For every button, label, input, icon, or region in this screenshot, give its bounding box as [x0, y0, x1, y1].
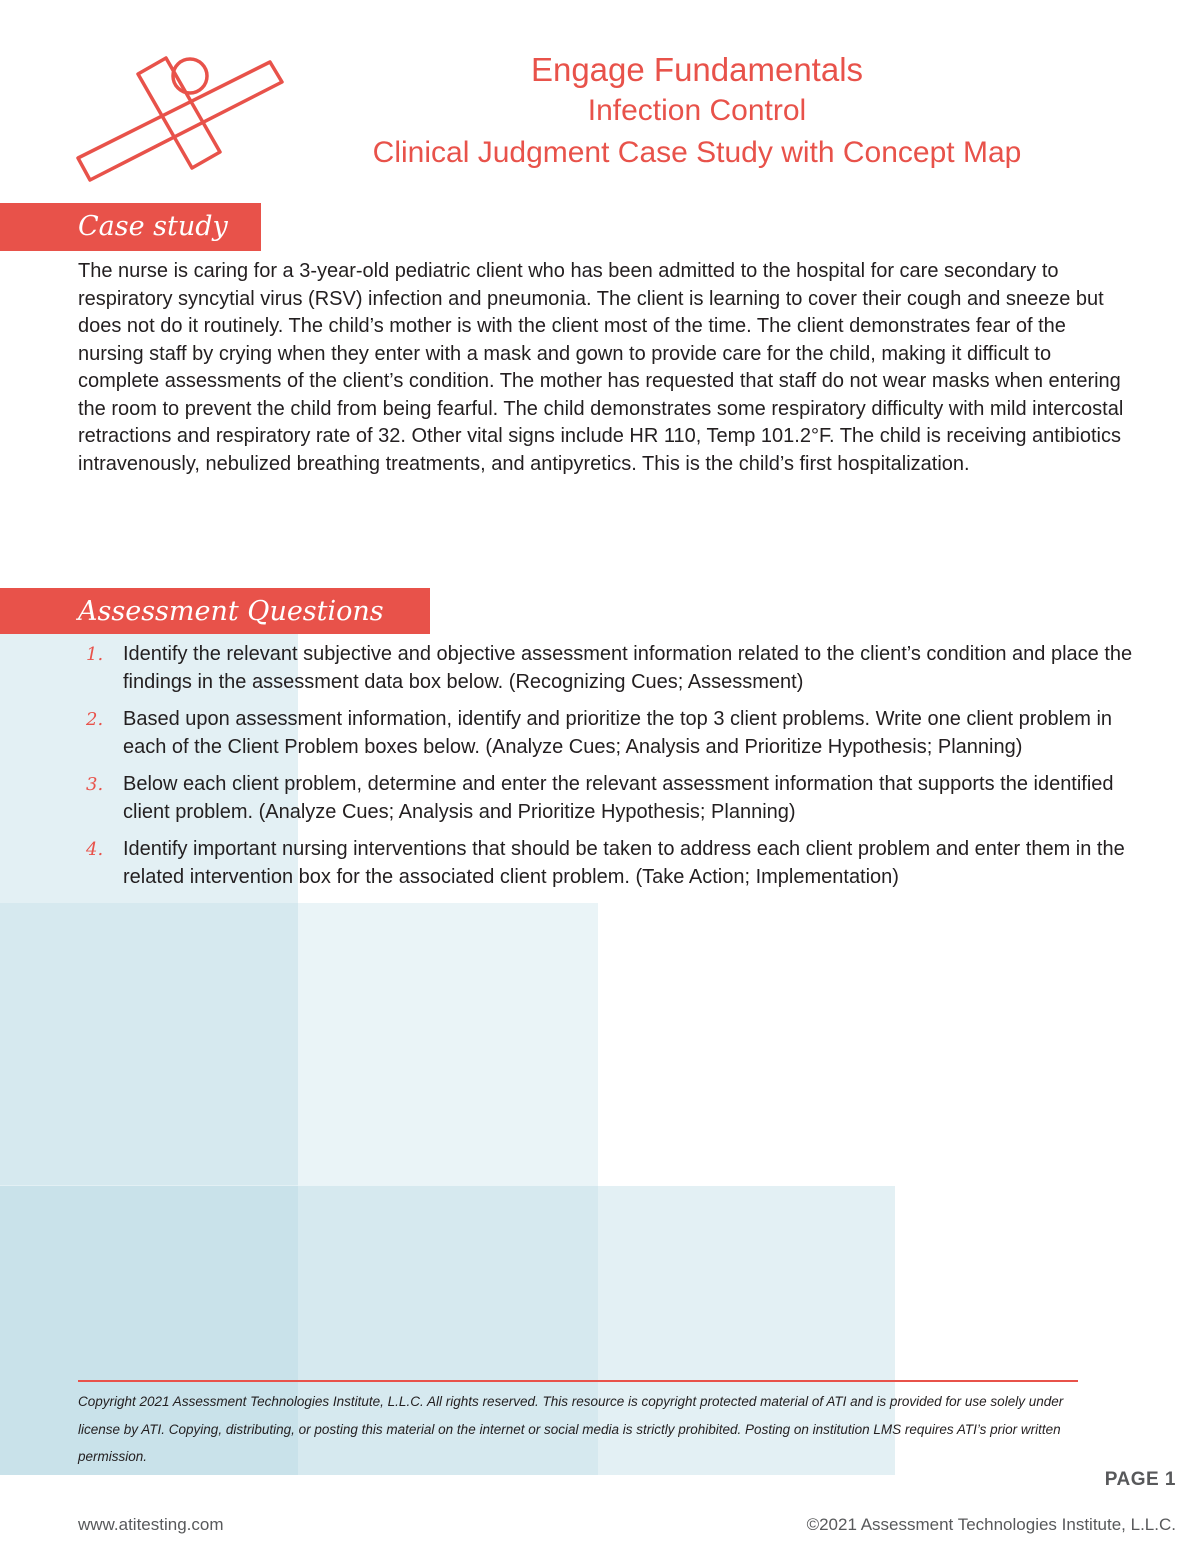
copyright-notice: Copyright 2021 Assessment Technologies Institute, L.L.C. All rights reserved. This resource is copyright protected material of ATI and is provided for use solely under license by ATI. Copying, distributing, or posting this material on the internet or social media is strictly prohibited. Posting on institution LMS requires ATI’s prior written permission. [78, 1394, 1064, 1464]
list-item [78, 836, 1138, 891]
question-text: Below each client problem, determine and enter the relevant assessment information that supports the identified client problem. (Analyze Cues; Analysis and Prioritize Hypothesis; Planning) [123, 773, 1114, 823]
question-text: Identify the relevant subjective and objective assessment information related to the client’s condition and place the findings in the assessment data box below. (Recognizing Cues; Assessment) [123, 643, 1133, 693]
assessment-questions-heading: Assessment Questions [0, 588, 430, 634]
question-text: Based upon assessment information, identify and prioritize the top 3 client problems. Write one client problem in each of the Client Problem boxes below. (Analyze Cues; Analysis and Prioritize Hypothesis; Planning) [123, 708, 1113, 758]
question-number: 3. [86, 774, 104, 795]
document-header [262, 50, 1132, 174]
ati-logo-icon [70, 40, 285, 190]
case-study-heading: Case study [0, 203, 261, 251]
assessment-questions-list [78, 641, 1138, 901]
question-number: 1. [86, 644, 104, 665]
document-subtitle-2: Clinical Judgment Case Study with Concept Map [372, 136, 1022, 169]
document-subtitle: Infection Control [587, 94, 807, 127]
background-panel [0, 903, 298, 1185]
case-study-text: The nurse is caring for a 3-year-old pediatric client who has been admitted to the hospital for care secondary to respiratory syncytial virus (RSV) infection and pneumonia. The client is learning to cover their cough and sneeze but does not do it routinely. The child’s mother is with the client most of the time. The client demonstrates fear of the nursing staff by crying when they enter with a mask and gown to provide care for the child, making it difficult to complete assessments of the client’s condition. The mother has requested that staff do not wear masks when entering the room to prevent the child from being fearful. The child demonstrates some respiratory difficulty with mild intercostal retractions and respiratory rate of 32. Other vital signs include HR 110, Temp 101.2°F. The child is receiving antibiotics intravenously, nebulized breathing treatments, and antipyretics. This is the child’s first hospitalization. [78, 260, 1124, 475]
document-title: Engage Fundamentals [530, 51, 864, 88]
question-number: 4. [86, 839, 104, 860]
question-text: Identify important nursing interventions that should be taken to address each client problem and enter them in the related intervention box for the associated client problem. (Take Action; Implementation) [123, 838, 1125, 888]
footer-divider [78, 1380, 1078, 1382]
list-item [78, 706, 1138, 761]
list-item [78, 641, 1138, 696]
company-copyright: ©2021 Assessment Technologies Institute, L.L.C. [806, 1515, 1176, 1534]
website-link[interactable]: www.atitesting.com [78, 1515, 224, 1534]
list-item [78, 771, 1138, 826]
question-number: 2. [86, 709, 104, 730]
page-number: PAGE 1 [1104, 1469, 1176, 1490]
